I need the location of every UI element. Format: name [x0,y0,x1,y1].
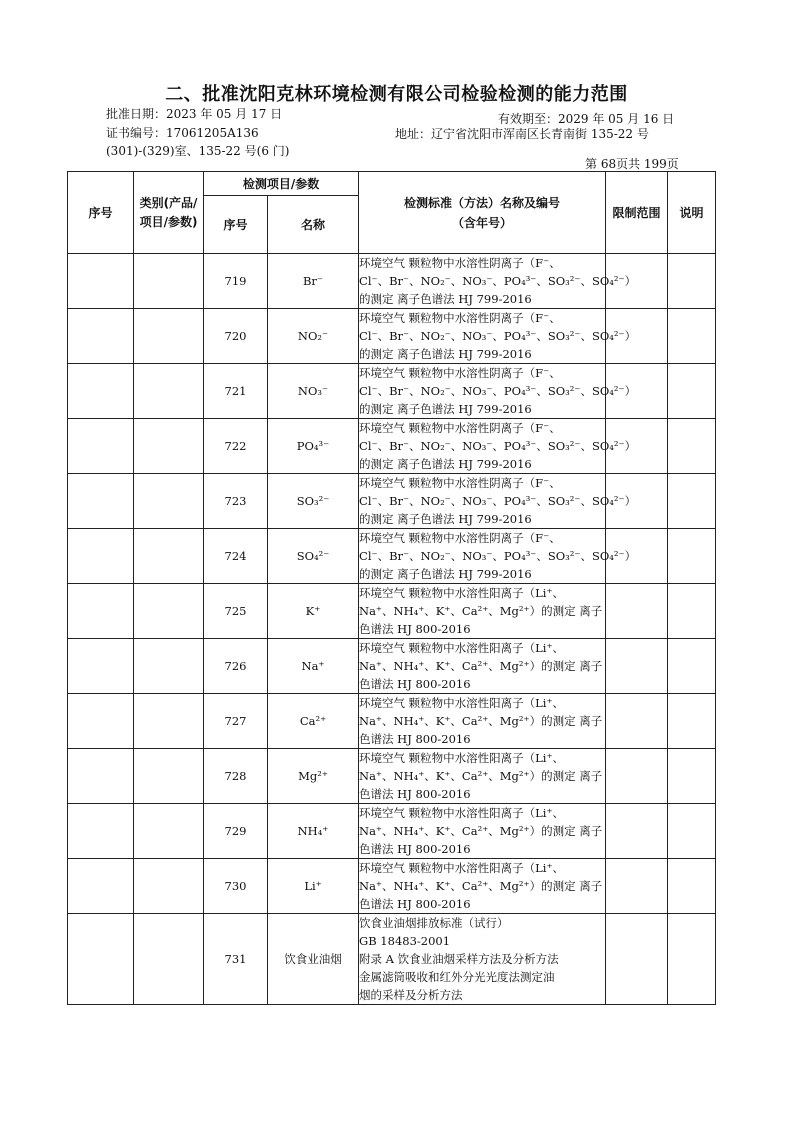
cell-limit [606,914,668,1005]
table-row [68,694,716,749]
cell-note [668,419,716,474]
cell-note [668,584,716,639]
standard-line: 的测定 离子色谱法 HJ 799-2016 [359,457,532,471]
cell-limit [606,639,668,694]
cell-standard [359,804,606,859]
lab-address: 地址：辽宁省沈阳市浑南区长青南街 135-22 号 [395,127,649,141]
table-row [68,254,716,309]
table-row [68,364,716,419]
header-item-name: 名称 [268,196,359,254]
standard-line: 色谱法 HJ 800-2016 [359,677,471,691]
lab-rooms: (301)-(329)室、135-22 号(6 门) [106,144,290,158]
header-seq: 序号 [68,172,134,254]
cell-standard [359,474,637,529]
capability-table [67,171,716,1005]
cell-standard [359,584,606,639]
cell-note [668,364,716,419]
cell-item-name: Mg²⁺ [268,749,359,804]
standard-line: 环境空气 颗粒物中水溶性阴离子（F⁻、 [359,366,561,380]
cell-item-name: NO₃⁻ [268,364,359,419]
standard-line: Na⁺、NH₄⁺、K⁺、Ca²⁺、Mg²⁺）的测定 离子 [359,879,603,893]
cell-seq [68,914,134,1005]
cell-item-seq: 724 [204,529,268,584]
standard-line: 金属滤筒吸收和红外分光光度法测定油 [359,970,555,984]
cell-category [134,529,204,584]
cell-item-name: PO₄³⁻ [268,419,359,474]
header-item-seq: 序号 [204,196,268,254]
table-row [68,309,716,364]
cell-item-name: Na⁺ [268,639,359,694]
standard-line: 烟的采样及分析方法 [359,988,463,1002]
standard-line: Cl⁻、Br⁻、NO₂⁻、NO₃⁻、PO₄³⁻、SO₃²⁻、SO₄²⁻） [359,494,637,508]
cell-seq [68,749,134,804]
cell-note [668,529,716,584]
cell-standard [359,254,637,309]
cell-limit [606,804,668,859]
cell-item-seq: 725 [204,584,268,639]
cell-note [668,749,716,804]
cell-category [134,364,204,419]
table-row [68,584,716,639]
table-row [68,474,716,529]
standard-line: Na⁺、NH₄⁺、K⁺、Ca²⁺、Mg²⁺）的测定 离子 [359,714,603,728]
cell-item-name: Br⁻ [268,254,359,309]
standard-line: 的测定 离子色谱法 HJ 799-2016 [359,512,532,526]
table-row [68,804,716,859]
valid-until: 有效期至：2029 年 05 月 16 日 [498,112,675,126]
cell-category [134,254,204,309]
cell-seq [68,859,134,914]
cell-standard [359,529,637,584]
standard-line: Na⁺、NH₄⁺、K⁺、Ca²⁺、Mg²⁺）的测定 离子 [359,604,603,618]
cell-category [134,804,204,859]
header-item-group: 检测项目/参数 [204,172,359,196]
cell-seq [68,474,134,529]
cell-note [668,309,716,364]
standard-line: 环境空气 颗粒物中水溶性阴离子（F⁻、 [359,256,561,270]
table-row [68,419,716,474]
standard-line: 的测定 离子色谱法 HJ 799-2016 [359,292,532,306]
cell-note [668,254,716,309]
standard-line: 色谱法 HJ 800-2016 [359,842,471,856]
cell-item-seq: 728 [204,749,268,804]
cell-standard [359,914,606,1005]
standard-line: Cl⁻、Br⁻、NO₂⁻、NO₃⁻、PO₄³⁻、SO₃²⁻、SO₄²⁻） [359,384,637,398]
cell-standard [359,859,606,914]
table-row [68,529,716,584]
cert-number: 证书编号：17061205A136 [106,126,259,140]
standard-line: Cl⁻、Br⁻、NO₂⁻、NO₃⁻、PO₄³⁻、SO₃²⁻、SO₄²⁻） [359,439,637,453]
standard-line: Cl⁻、Br⁻、NO₂⁻、NO₃⁻、PO₄³⁻、SO₃²⁻、SO₄²⁻） [359,274,637,288]
standard-line: 环境空气 颗粒物中水溶性阳离子（Li⁺、 [359,696,565,710]
cell-item-seq: 731 [204,914,268,1005]
cell-category [134,419,204,474]
header-category [134,172,204,254]
cell-standard [359,364,637,419]
table-row [68,639,716,694]
cell-seq [68,804,134,859]
cell-category [134,309,204,364]
cell-limit [606,749,668,804]
cell-note [668,859,716,914]
cell-category [134,749,204,804]
header-category-text: 类别(产品/项目/参数) [139,195,198,229]
table-row [68,749,716,804]
cell-item-name: K⁺ [268,584,359,639]
cell-seq [68,364,134,419]
standard-line: 环境空气 颗粒物中水溶性阴离子（F⁻、 [359,311,561,325]
cell-standard [359,694,606,749]
cell-item-seq: 730 [204,859,268,914]
cell-item-name: Li⁺ [268,859,359,914]
table-row [68,859,716,914]
standard-line: 环境空气 颗粒物中水溶性阳离子（Li⁺、 [359,861,565,875]
cell-standard [359,639,606,694]
cell-note [668,804,716,859]
page-title-text: 二、批准沈阳克林环境检测有限公司检验检测的能力范围 [165,84,628,105]
page-title [0,80,793,106]
standard-line: 附录 A 饮食业油烟采样方法及分析方法 [359,952,559,966]
header-standard [359,172,606,254]
standard-line: 环境空气 颗粒物中水溶性阳离子（Li⁺、 [359,751,565,765]
cell-seq [68,419,134,474]
cell-seq [68,309,134,364]
cell-note [668,474,716,529]
cell-seq [68,584,134,639]
cell-category [134,474,204,529]
standard-line: 色谱法 HJ 800-2016 [359,897,471,911]
table-row [68,914,716,1005]
standard-line: Cl⁻、Br⁻、NO₂⁻、NO₃⁻、PO₄³⁻、SO₃²⁻、SO₄²⁻） [359,329,637,343]
cell-item-seq: 727 [204,694,268,749]
standard-line: 色谱法 HJ 800-2016 [359,787,471,801]
cell-limit [606,859,668,914]
cell-seq [68,254,134,309]
standard-line: 环境空气 颗粒物中水溶性阴离子（F⁻、 [359,531,561,545]
cell-item-name: NH₄⁺ [268,804,359,859]
cell-limit [606,694,668,749]
cell-standard [359,749,606,804]
cell-note [668,694,716,749]
standard-line: 环境空气 颗粒物中水溶性阳离子（Li⁺、 [359,586,565,600]
cell-category [134,914,204,1005]
cell-seq [68,639,134,694]
cell-limit [606,584,668,639]
standard-line: 环境空气 颗粒物中水溶性阳离子（Li⁺、 [359,641,565,655]
standard-line: Na⁺、NH₄⁺、K⁺、Ca²⁺、Mg²⁺）的测定 离子 [359,769,603,783]
cell-category [134,859,204,914]
cell-standard [359,309,637,364]
header-standard-text: 检测标准（方法）名称及编号（含年号） [404,195,561,230]
standard-line: Cl⁻、Br⁻、NO₂⁻、NO₃⁻、PO₄³⁻、SO₃²⁻、SO₄²⁻） [359,549,637,563]
cell-item-name: SO₄²⁻ [268,529,359,584]
cell-item-seq: 719 [204,254,268,309]
approval-date: 批准日期：2023 年 05 月 17 日 [106,107,283,121]
standard-line: 环境空气 颗粒物中水溶性阴离子（F⁻、 [359,421,561,435]
standard-line: 色谱法 HJ 800-2016 [359,732,471,746]
standard-line: 环境空气 颗粒物中水溶性阳离子（Li⁺、 [359,806,565,820]
cell-item-seq: 723 [204,474,268,529]
cell-item-name: NO₂⁻ [268,309,359,364]
cell-item-name: Ca²⁺ [268,694,359,749]
cell-standard [359,419,637,474]
cell-item-seq: 729 [204,804,268,859]
page-info: 第 68页共 199页 [585,157,679,171]
cell-item-seq: 720 [204,309,268,364]
standard-line: Na⁺、NH₄⁺、K⁺、Ca²⁺、Mg²⁺）的测定 离子 [359,659,603,673]
cell-note [668,914,716,1005]
cell-item-name: SO₃²⁻ [268,474,359,529]
cell-category [134,584,204,639]
standard-line: 色谱法 HJ 800-2016 [359,622,471,636]
standard-line: 的测定 离子色谱法 HJ 799-2016 [359,567,532,581]
standard-line: 的测定 离子色谱法 HJ 799-2016 [359,402,532,416]
header-limit: 限制范围 [606,172,668,254]
cell-item-seq: 721 [204,364,268,419]
cell-seq [68,694,134,749]
cell-item-seq: 722 [204,419,268,474]
cell-item-name: 饮食业油烟 [268,914,359,1005]
standard-line: 的测定 离子色谱法 HJ 799-2016 [359,347,532,361]
cell-item-seq: 726 [204,639,268,694]
standard-line: Na⁺、NH₄⁺、K⁺、Ca²⁺、Mg²⁺）的测定 离子 [359,824,603,838]
standard-line: 环境空气 颗粒物中水溶性阴离子（F⁻、 [359,476,561,490]
standard-line: 饮食业油烟排放标准（试行） [359,916,509,930]
cell-category [134,694,204,749]
cell-seq [68,529,134,584]
header-note: 说明 [668,172,716,254]
cell-category [134,639,204,694]
cell-note [668,639,716,694]
standard-line: GB 18483-2001 [359,934,451,948]
